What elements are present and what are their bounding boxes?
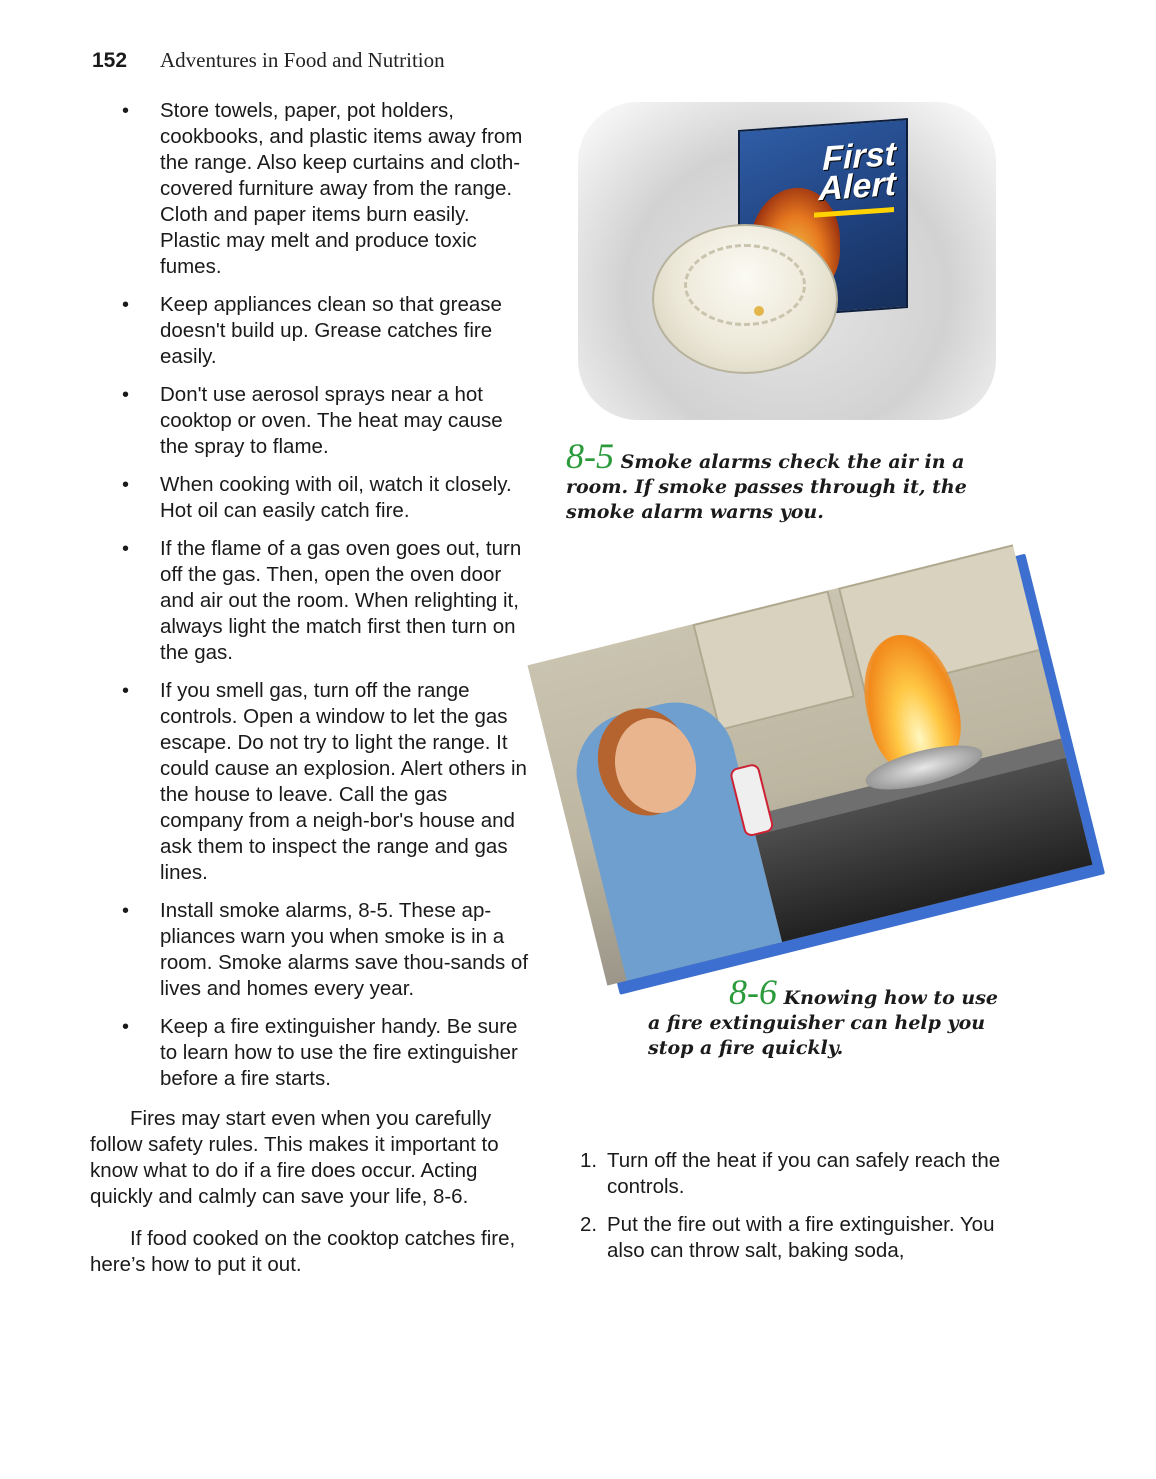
alarm-indicator-light [754, 306, 764, 316]
kitchen-scene [528, 544, 1093, 985]
smoke-alarm-device [652, 224, 838, 374]
body-paragraph: Fires may start even when you carefully follow safety rules. This makes it important to know what to do if a fire does occur. Acting quickly and calmly can save your life, 8-6. [90, 1107, 499, 1208]
list-item: • Keep a fire extinguisher handy. Be sure to learn how to use the fire extinguisher before a fire starts. [122, 1015, 518, 1090]
bullet-icon: • [122, 100, 130, 122]
fire-extinguisher-photo [528, 544, 1093, 985]
smoke-alarm-photo [578, 102, 996, 420]
list-item: • If you smell gas, turn off the range controls. Open a window to let the gas escape. Do not try to light the range. It could cause an explosion. Alert others in the house to leave. Call the gas company from a neigh-bor's house and ask them to inspect the range and gas lines. [122, 679, 527, 884]
bullet-icon: • [122, 294, 130, 316]
book-title: Adventures in Food and Nutrition [160, 48, 445, 72]
figure-caption-8-5 [566, 436, 1006, 525]
box-brand-logo: First Alert [818, 134, 896, 209]
bullet-icon: • [122, 538, 130, 560]
alarm-vent-ring [684, 244, 806, 326]
bullet-icon: • [122, 1016, 130, 1038]
figure-number: 8-5 [566, 436, 614, 476]
fire-steps-list [580, 1148, 1020, 1276]
figure-caption-8-6 [648, 972, 998, 1061]
page-number: 152 [92, 49, 128, 72]
upper-cabinet [692, 590, 854, 731]
list-item: 1. Turn off the heat if you can safely reach the controls. [580, 1149, 1001, 1198]
caption-text: Smoke alarms check the air in a room. If smoke passes through it, the smoke alarm warns you. [566, 451, 967, 523]
person-head [605, 709, 706, 822]
list-item: • If the flame of a gas oven goes out, turn off the gas. Then, open the oven door and air out the room. When relighting it, always light the match first then turn on the gas. [122, 537, 522, 664]
bullet-icon: • [122, 474, 130, 496]
caption-text: Knowing how to use [783, 987, 998, 1009]
list-item: • Keep appliances clean so that grease doesn't build up. Grease catches fire easily. [122, 293, 502, 368]
bullet-icon: • [122, 384, 130, 406]
bullet-icon: • [122, 680, 130, 702]
list-item: 2. Put the fire out with a fire extinguisher. You also can throw salt, baking soda, [580, 1213, 995, 1262]
list-item: • Don't use aerosol sprays near a hot cooktop or oven. The heat may cause the spray to flame. [122, 383, 503, 458]
caption-text: a fire extinguisher can help you stop a fire quickly. [648, 1012, 986, 1059]
bullet-icon: • [122, 900, 130, 922]
list-item: • Install smoke alarms, 8-5. These ap-pliances warn you when smoke is in a room. Smoke alarms save thou-sands of lives and homes every year. [122, 899, 529, 1000]
body-paragraph: If food cooked on the cooktop catches fire, here’s how to put it out. [90, 1227, 516, 1276]
person [564, 690, 785, 986]
list-item: • Store towels, paper, pot holders, cookbooks, and plastic items away from the range. Also keep curtains and cloth-covered furniture away from the range. Cloth and paper items burn easily. Plastic may melt and produce toxic fumes. [122, 99, 523, 278]
safety-bullet-list [90, 98, 530, 1092]
left-column [90, 98, 530, 1278]
figure-number: 8-6 [728, 972, 777, 1012]
list-item: • When cooking with oil, watch it closely. Hot oil can easily catch fire. [122, 473, 512, 522]
